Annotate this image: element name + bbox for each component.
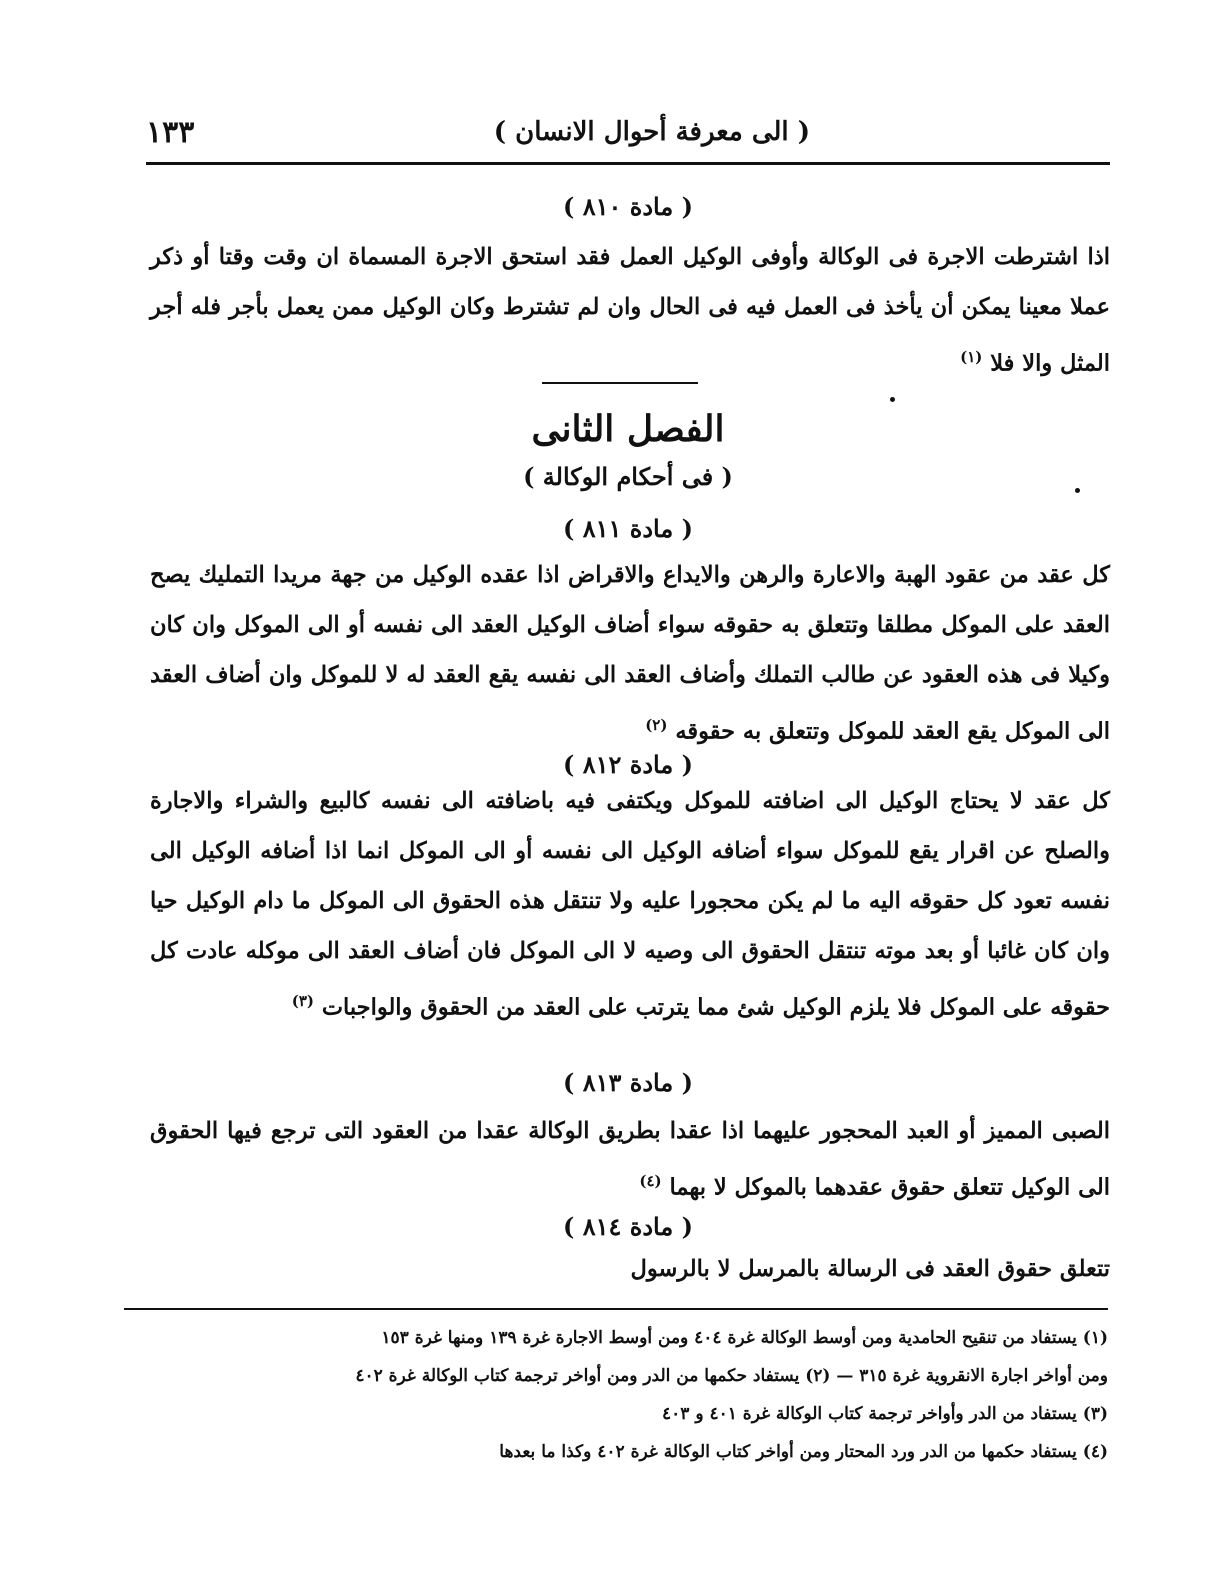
footnote-4: (٤) يستفاد حكمها من الدر ورد المحتار ومن أواخر كتاب الوكالة غرة ٤٠٢ وكذا ما بعدها (499, 1442, 1108, 1462)
article-811-heading: ( مادة ٨١١ ) (563, 514, 693, 543)
page-number: ١٣٣ (146, 114, 195, 150)
article-814-body: تتعلق حقوق العقد فى الرسالة بالمرسل لا بالرسول (630, 1256, 1110, 1282)
article-811-body: كل عقد من عقود الهبة والاعارة والرهن والايداع والاقراض اذا عقده الوكيل من جهة مريدا التمليك يصح العقد على الموكل مطلقا وتتعلق به حقوقه سواء أضاف الوكيل العقد الى نفسه أو الى الموكل وان كان وكيلا فى هذه العقود عن طالب التملك وأضاف العقد الى نفسه يقع العقد له لا للموكل وان أضاف العقد الى الموكل يقع العقد للموكل وتتعلق به حقوقه (150, 562, 1110, 745)
article-814-text (150, 1244, 1110, 1294)
article-810-heading: ( مادة ٨١٠ ) (563, 192, 693, 221)
article-813-note-ref: (٤) (639, 1172, 662, 1190)
footnote-1: (١) يستفاد من تنقيح الحامدية ومن أوسط الوكالة غرة ٤٠٤ ومن أوسط الاجارة غرة ١٣٩ ومنها غرة ١٥٣ (381, 1328, 1108, 1348)
article-813-text (150, 1106, 1110, 1213)
article-812-body: كل عقد لا يحتاج الوكيل الى اضافته للموكل ويكتفى فيه باضافته الى نفسه كالبيع والشراء والاجارة والصلح عن اقرار يقع للموكل سواء أضافه الوكيل الى نفسه أو الى الموكل انما اذا أضافه الوكيل الى نفسه تعود كل حقوقه اليه ما لم يكن محجورا عليه ولا تنتقل هذه الحقوق الى الموكل ما دام الوكيل حيا وان كان غائبا أو بعد موته تنتقل الحقوق الى وصيه لا الى الموكل فان أضاف العقد الى موكله عادت كل حقوقه على الموكل فلا يلزم الوكيل شئ مما يترتب على العقد من الحقوق والواجبات (150, 788, 1110, 1021)
running-title: ( الى معرفة أحوال الانسان ) (493, 117, 810, 147)
article-814-heading: ( مادة ٨١٤ ) (563, 1212, 693, 1241)
article-811-text (150, 550, 1110, 757)
speck (890, 397, 895, 402)
section-divider (542, 382, 698, 384)
article-812-note-ref: (٣) (291, 992, 314, 1010)
footnote-continuation: ومن أواخر اجارة الانقروية غرة ٣١٥ — (٢) يستفاد حكمها من الدر ومن أواخر ترجمة كتاب الوكالة غرة ٤٠٢ (355, 1366, 1108, 1386)
chapter-title: الفصل الثانى (531, 408, 725, 450)
article-813-body: الصبى المميز أو العبد المحجور عليهما اذا عقدا بطريق الوكالة عقدا من العقود التى ترجع فيها الحقوق الى الوكيل تتعلق حقوق عقدهما بالموكل لا بهما (150, 1118, 1110, 1201)
article-810-text (150, 232, 1110, 389)
chapter-subtitle: ( فى أحكام الوكالة ) (523, 462, 733, 491)
running-header (146, 108, 1110, 156)
footnote-3: (٣) يستفاد من الدر وأواخر ترجمة كتاب الوكالة غرة ٤٠١ و ٤٠٣ (662, 1404, 1108, 1424)
header-rule (146, 162, 1110, 165)
article-812-text (150, 776, 1110, 1033)
speck (1075, 488, 1080, 493)
article-811-note-ref: (٢) (645, 716, 668, 734)
footnote-rule (124, 1308, 1108, 1310)
article-810-note-ref: (١) (960, 348, 983, 366)
article-812-heading: ( مادة ٨١٢ ) (563, 750, 693, 779)
article-810-body: اذا اشترطت الاجرة فى الوكالة وأوفى الوكيل العمل فقد استحق الاجرة المسماة ان وقت وقتا أو ذكر عملا معينا يمكن أن يأخذ فى العمل فيه فى الحال وان لم تشترط وكان الوكيل ممن يعمل بأجر فله أجر المثل والا فلا (150, 244, 1110, 377)
article-813-heading: ( مادة ٨١٣ ) (563, 1068, 693, 1097)
